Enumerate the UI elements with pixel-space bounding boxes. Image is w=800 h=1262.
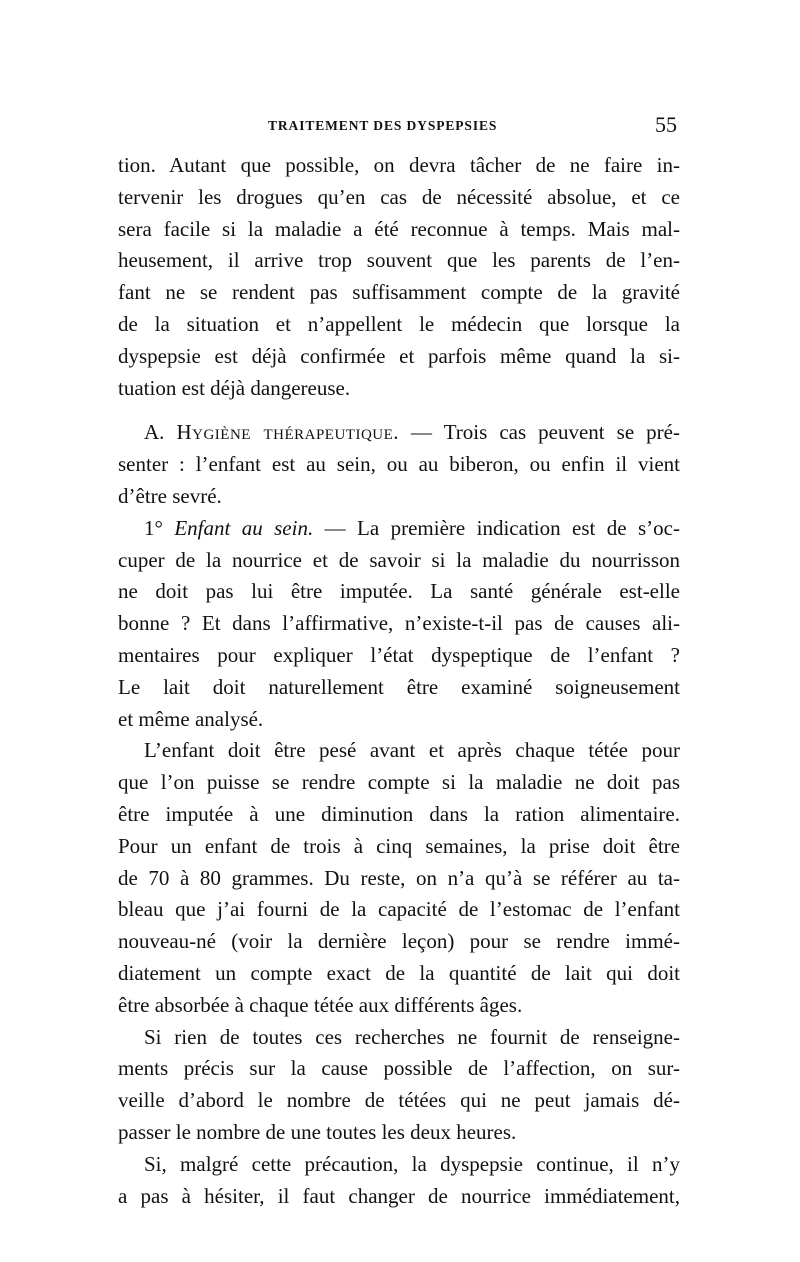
text-line: diatement un compte exact de la quantité de lait qui doit	[118, 960, 680, 985]
paragraph	[118, 1022, 680, 1149]
text-line: heusement, il arrive trop souvent que les parents de l’en-	[118, 248, 680, 273]
section-heading-line	[118, 417, 680, 449]
text-line: tervenir les drogues qu’en cas de nécessité absolue, et ce	[118, 184, 680, 209]
text-line: passer le nombre de une toutes les deux heures.	[118, 1119, 517, 1144]
text-line: de 70 à 80 grammes. Du reste, on n’a qu’à se référer au ta-	[118, 865, 680, 890]
text-line: sera facile si la maladie a été reconnue à temps. Mais mal-	[118, 216, 680, 241]
section-letter: A.	[144, 420, 177, 445]
text-line: mentaires pour expliquer l’état dyspeptique de l’enfant ?	[118, 642, 680, 667]
section-heading: Hygiène thérapeutique.	[176, 420, 400, 445]
page-number: 55	[655, 112, 677, 137]
text-line: L’enfant doit être pesé avant et après chaque tétée pour	[144, 738, 680, 763]
text-line: a pas à hésiter, il faut changer de nourrice immédiatement,	[118, 1183, 680, 1208]
subsection-heading-rest: — La première indication est de s’oc-	[313, 515, 680, 540]
paragraph	[118, 735, 680, 1021]
section-heading-rest: — Trois cas peuvent se pré-	[399, 420, 680, 445]
section-hygiene-therapeutique	[118, 417, 680, 512]
text-line: bleau que j’ai fourni de la capacité de l’estomac de l’enfant	[118, 897, 680, 922]
text-line: de la situation et n’appellent le médecin que lorsque la	[118, 311, 680, 336]
text-line: veille d’abord le nombre de tétées qui ne peut jamais dé-	[118, 1088, 680, 1113]
paragraph-continuation	[118, 150, 680, 404]
text-line: et même analysé.	[118, 706, 264, 731]
paragraph-gap	[118, 404, 680, 417]
subsection-heading: Enfant au sein.	[174, 515, 314, 540]
subsection-number: 1°	[144, 515, 175, 540]
subsection-heading-line	[118, 513, 680, 545]
text-line: être imputée à une diminution dans la ration alimentaire.	[118, 801, 680, 826]
text-line: tion. Autant que possible, on devra tâcher de ne faire in-	[118, 153, 680, 177]
text-line: bonne ? Et dans l’affirmative, n’existe-t-il pas de causes ali-	[118, 611, 680, 636]
text-line: Si rien de toutes ces recherches ne fournit de renseigne-	[144, 1024, 680, 1049]
text-line: nouveau-né (voir la dernière leçon) pour se rendre immé-	[118, 929, 680, 954]
paragraph	[118, 1149, 680, 1213]
body-text	[118, 150, 680, 1212]
text-line: senter : l’enfant est au sein, ou au biberon, ou enfin il vient	[118, 452, 680, 477]
text-line: Pour un enfant de trois à cinq semaines, la prise doit être	[118, 833, 680, 858]
text-line: que l’on puisse se rendre compte si la maladie ne doit pas	[118, 770, 680, 795]
running-title: TRAITEMENT DES DYSPEPSIES	[268, 118, 498, 133]
text-line: d’être sevré.	[118, 483, 222, 508]
text-line: cuper de la nourrice et de savoir si la maladie du nourrisson	[118, 547, 680, 572]
text-line: dyspepsie est déjà confirmée et parfois même quand la si-	[118, 343, 680, 368]
text-line: tuation est déjà dangereuse.	[118, 375, 351, 400]
text-line: fant ne se rendent pas suffisamment compte de la gravité	[118, 280, 680, 305]
text-line: être absorbée à chaque tétée aux différents âges.	[118, 992, 523, 1017]
text-line: Le lait doit naturellement être examiné soigneusement	[118, 674, 680, 699]
text-line: Si, malgré cette précaution, la dyspepsie continue, il n’y	[144, 1151, 680, 1176]
subsection-enfant-au-sein	[118, 513, 680, 736]
text-line: ne doit pas lui être imputée. La santé générale est-elle	[118, 579, 680, 604]
text-line: ments précis sur la cause possible de l’affection, on sur-	[118, 1056, 680, 1081]
